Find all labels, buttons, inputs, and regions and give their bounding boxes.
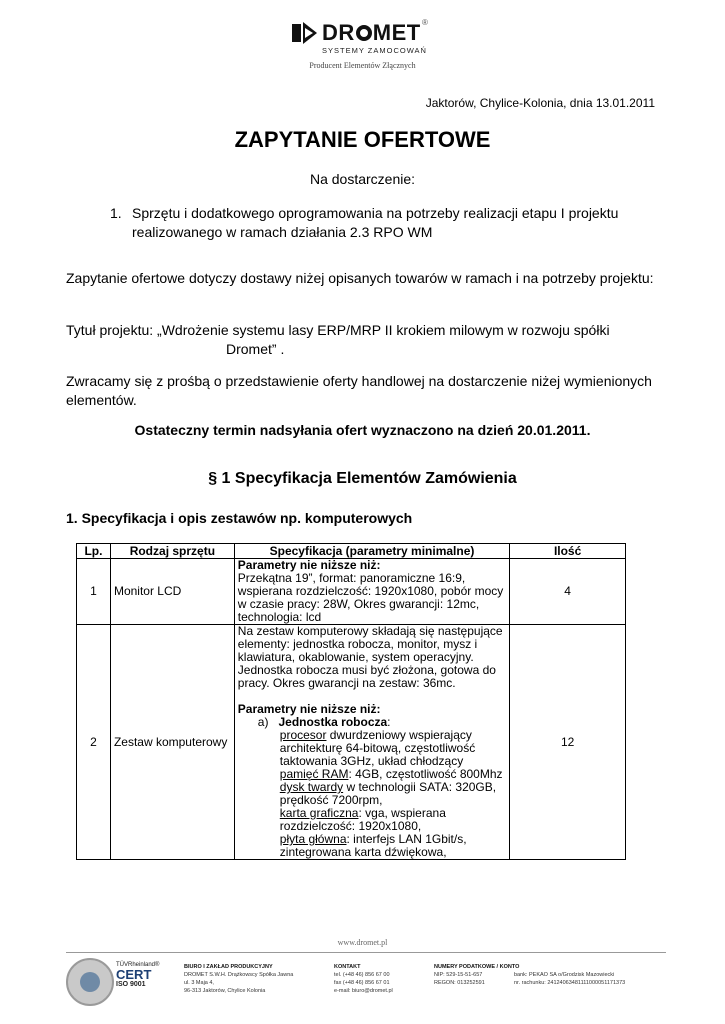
row-specification <box>234 625 509 860</box>
cert-logo: TÜVRheinland® CERT ISO 9001 <box>116 962 160 988</box>
brand-tagline: SYSTEMY ZAMOCOWAŃ <box>322 46 427 55</box>
header-equipment-type: Rodzaj sprzętu <box>110 544 234 559</box>
spec-ram: pamięć RAM: 4GB, częstotliwość 800Mhz <box>279 767 503 781</box>
spec-cpu: procesor dwurdzeniowy wspierający architekturę 64-bitową, częstotliwość taktowania 3GHz, układ chłodzący <box>279 728 476 768</box>
row-lp: 1 <box>77 559 111 625</box>
footer-bank: bank: PEKAO SA o/Grodzisk Mazowiecki nr. rachunku: 24124063481111000051171373 <box>514 972 626 986</box>
document-title: ZAPYTANIE OFERTOWE <box>234 127 491 152</box>
place-date: Jaktorów, Chylice-Kolonia, dnia 13.01.2011 <box>425 96 655 110</box>
spec-heading: Parametry nie niższe niż: <box>237 558 381 572</box>
list-item-text: Sprzętu i dodatkowego oprogramowania na potrzeby realizacji etapu I projektu realizowanego w ramach działania 2.3 RPO WM <box>132 205 619 240</box>
specification-table <box>76 543 626 860</box>
footer-contact: KONTAKT tel. (+48 46) 856 67 00 fax (+48 46) 856 67 01 e-mail: biuro@dromet.pl <box>334 964 393 994</box>
table-header-row <box>77 544 626 559</box>
paragraph-request: Zwracamy się z prośbą o przedstawienie oferty handlowej na dostarczenie niżej wymienionych elementów. <box>66 373 652 408</box>
spec-body: Przekątna 19”, format: panoramiczne 16:9, wspierana rozdzielczość: 1920x1080, pobór mocy w czasie pracy: 28W, Okres gwarancji: 12mc, technologia: lcd <box>237 571 504 624</box>
row-quantity: 12 <box>510 625 626 860</box>
row-equipment-type: Zestaw komputerowy <box>110 625 234 860</box>
website-link[interactable]: www.dromet.pl <box>337 938 388 947</box>
header-lp: Lp. <box>77 544 111 559</box>
company-logo <box>292 18 442 58</box>
certification-seal-icon <box>66 958 114 1006</box>
paragraph-scope: Zapytanie ofertowe dotyczy dostawy niżej opisanych towarów w ramach i na potrzeby projektu: <box>66 270 654 286</box>
section-title: § 1 Specyfikacja Elementów Zamówienia <box>208 470 517 487</box>
registered-mark: ® <box>422 18 428 27</box>
header-quantity: Ilość <box>510 544 626 559</box>
producer-subtitle: Producent Elementów Złącznych <box>309 61 416 70</box>
header-specification: Specyfikacja (parametry minimalne) <box>234 544 509 559</box>
row-specification <box>234 559 509 625</box>
brand-name: DR MET <box>322 20 421 45</box>
project-title-line1: Tytuł projektu: „Wdrożenie systemu lasy ERP/MRP II krokiem milowym w rozwoju spółki <box>66 322 610 338</box>
spec-gpu: karta graficzna: vga, wspierana rozdzielczość: 1920x1080, <box>279 806 446 833</box>
row-equipment-type: Monitor LCD <box>110 559 234 625</box>
list-item-number: 1. <box>110 205 122 221</box>
spec-motherboard: płyta główna: interfejs LAN 1Gbit/s, zintegrowana karta dźwiękowa, <box>279 832 467 859</box>
footer-address: BIURO I ZAKŁAD PRODUKCYJNY DROMET S.W.H. Drążkowscy Spółka Jawna ul. 3 Maja 4, 96-313 Jaktorów, Chylice Kolonia <box>184 964 294 994</box>
delivery-label: Na dostarczenie: <box>309 171 416 187</box>
deadline-notice: Ostateczny termin nadsyłania ofert wyznaczono na dzień 20.01.2011. <box>134 422 591 438</box>
table-row <box>77 559 626 625</box>
spec-item-a: a) Jednostka robocza: <box>257 715 391 729</box>
project-title-line2: Dromet” . <box>226 341 285 357</box>
spec-hdd: dysk twardy w technologii SATA: 320GB, prędkość 7200rpm, <box>279 780 497 807</box>
paragraph-project-title <box>66 321 686 359</box>
table-row <box>77 625 626 860</box>
brand-o-icon <box>356 25 372 41</box>
footer-email[interactable]: e-mail: biuro@dromet.pl <box>334 988 393 994</box>
row-quantity: 4 <box>510 559 626 625</box>
dromet-logo-icon <box>292 20 318 46</box>
row-lp: 2 <box>77 625 111 860</box>
subsection-title: 1. Specyfikacja i opis zestawów np. komputerowych <box>66 510 413 526</box>
spec-intro: Na zestaw komputerowy składają się następujące elementy: jednostka robocza, monitor, mysz i klawiatura, okablowanie, system operacyjny. Jednostka robocza musi być złożona, gotowa do pracy. Okres gwarancji na zestaw: 36mc. <box>237 624 503 690</box>
spec-heading: Parametry nie niższe niż: <box>237 702 381 716</box>
footer-divider <box>66 952 666 953</box>
footer-tax-numbers: NUMERY PODATKOWE / KONTO NIP: 529-15-51-657 REGON: 013252591 <box>434 964 520 986</box>
list-item <box>110 204 670 242</box>
